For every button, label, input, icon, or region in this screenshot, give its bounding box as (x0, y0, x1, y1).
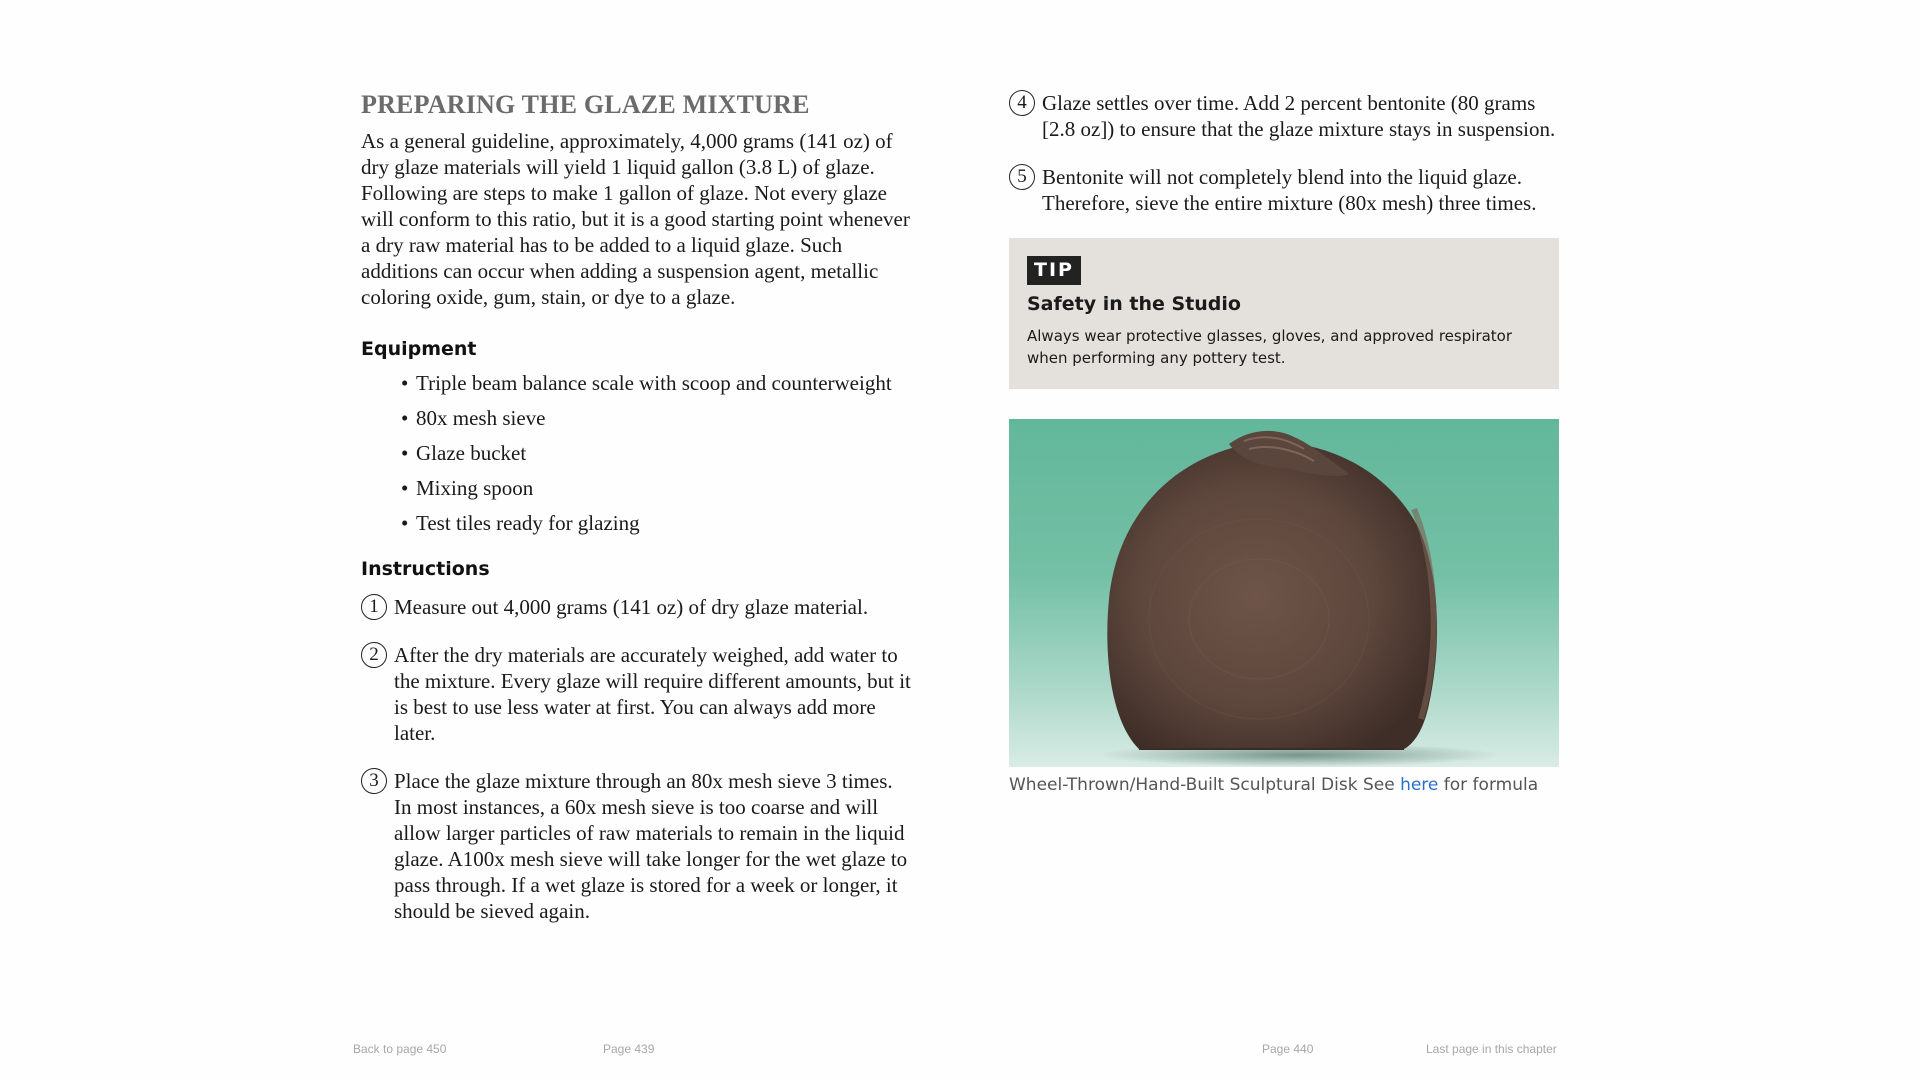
step-number-badge: 5 (1009, 164, 1035, 190)
tip-title: Safety in the Studio (1027, 293, 1241, 315)
equipment-list (361, 370, 911, 536)
photo-caption (1009, 775, 1559, 795)
step-number-badge: 4 (1009, 90, 1035, 116)
instruction-step (361, 594, 911, 620)
caption-text: Wheel-Thrown/Hand-Built Sculptural Disk See (1009, 775, 1401, 795)
page-number-left: Page 439 (603, 1042, 655, 1056)
equipment-item-text: 80x mesh sieve (416, 406, 546, 430)
step-text: Measure out 4,000 grams (141 oz) of dry glaze material. (394, 595, 869, 619)
step-text: Glaze settles over time. Add 2 percent bentonite (80 grams [2.8 oz]) to ensure that the glaze mixture stays in suspension. (1042, 91, 1556, 141)
list-item (401, 475, 911, 501)
instructions-list-continued (1009, 90, 1559, 216)
section-title: PREPARING THE GLAZE MIXTURE (361, 90, 810, 119)
step-text: After the dry materials are accurately weighed, add water to the mixture. Every glaze will require different amounts, but it is best to use less water at first. You can always add more later. (394, 643, 911, 745)
instruction-step (1009, 164, 1559, 216)
instructions-heading: Instructions (361, 558, 490, 580)
tip-text: Always wear protective glasses, gloves, and approved respirator when performing any pottery test. (1027, 327, 1512, 367)
tip-badge: TIP (1027, 256, 1081, 285)
right-page-column (1009, 90, 1559, 795)
bullet-icon: • (401, 406, 409, 430)
step-text: Place the glaze mixture through an 80x mesh sieve 3 times. In most instances, a 60x mesh sieve is too coarse and will allow larger particles of raw materials to remain in the liquid glaze. A100x mesh sieve will take longer for the wet glaze to pass through. If a wet glaze is stored for a week or longer, it should be sieved again. (394, 769, 908, 923)
step-number-badge: 1 (361, 594, 387, 620)
list-item (401, 370, 911, 396)
sculptural-disk-illustration (1009, 419, 1559, 767)
formula-link[interactable]: here (1400, 775, 1439, 795)
equipment-item-text: Mixing spoon (416, 476, 534, 500)
equipment-item-text: Glaze bucket (416, 441, 527, 465)
instructions-list (361, 594, 911, 924)
last-page-indicator: Last page in this chapter (1426, 1042, 1557, 1056)
intro-paragraph: As a general guideline, approximately, 4,000 grams (141 oz) of dry glaze materials will yield 1 liquid gallon (3.8 L) of glaze. Following are steps to make 1 gallon of glaze. Not every glaze will conform to this ratio, but it is a good starting point whenever a dry raw material has to be added to a liquid glaze. Such additions can occur when adding a suspension agent, metallic coloring oxide, gum, stain, or dye to a glaze. (361, 129, 910, 309)
equipment-item-text: Triple beam balance scale with scoop and counterweight (416, 371, 892, 395)
left-page-column (361, 90, 911, 946)
instruction-step (361, 642, 911, 746)
list-item (401, 440, 911, 466)
step-number-badge: 2 (361, 642, 387, 668)
list-item (401, 405, 911, 431)
bullet-icon: • (401, 511, 409, 535)
page-number-right: Page 440 (1262, 1042, 1314, 1056)
caption-text-end: for formula (1438, 775, 1539, 795)
instruction-step (361, 768, 911, 924)
bullet-icon: • (401, 441, 409, 465)
step-text: Bentonite will not completely blend into the liquid glaze. Therefore, sieve the entire mixture (80x mesh) three times. (1042, 165, 1537, 215)
equipment-item-text: Test tiles ready for glazing (416, 511, 640, 535)
back-to-page-link[interactable]: Back to page 450 (353, 1042, 447, 1056)
bullet-icon: • (401, 371, 409, 395)
list-item (401, 510, 911, 536)
sculptural-disk-photo (1009, 419, 1559, 767)
instruction-step (1009, 90, 1559, 142)
step-number-badge: 3 (361, 768, 387, 794)
tip-box (1009, 238, 1559, 389)
bullet-icon: • (401, 476, 409, 500)
equipment-heading: Equipment (361, 338, 477, 360)
